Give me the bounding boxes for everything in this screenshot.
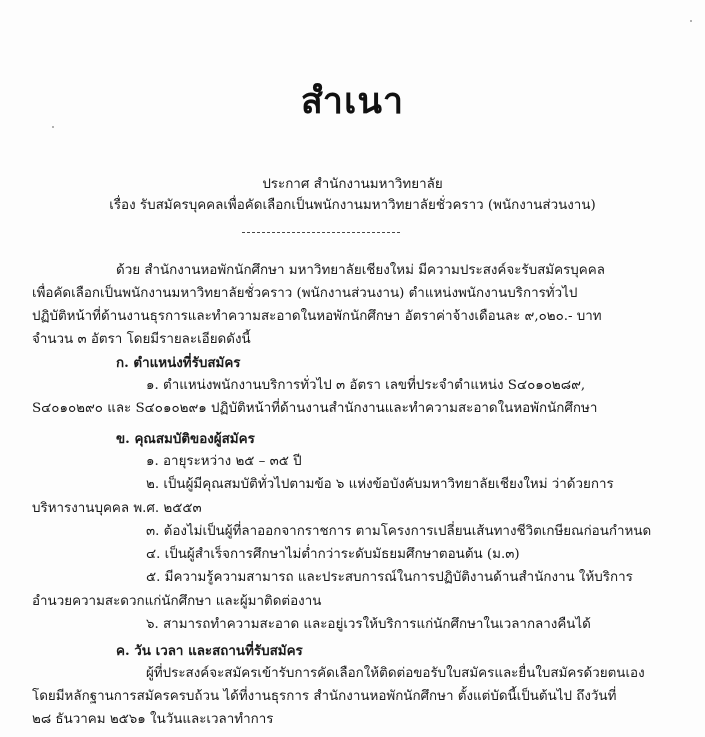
section-c-line-3: ๒๘ ธันวาคม ๒๕๖๑ ในวันและเวลาทำการ (32, 712, 274, 727)
section-b-item-1: ๑. อายุระหว่าง ๒๕ – ๓๕ ปี (146, 454, 302, 469)
section-b-item-5-line-2: อำนวยความสะดวกแก่นักศึกษา และผู้มาติดต่องาน (32, 594, 322, 609)
section-b-item-6: ๖. สามารถทำความสะอาด และอยู่เวรให้บริการแก่นักศึกษาในเวลากลางคืนได้ (146, 617, 591, 632)
section-a-item-1-line-1: ๑. ตำแหน่งพนักงานบริการทั่วไป ๓ อัตรา เลขที่ประจำตำแหน่ง S๔๐๑๐๒๘๙, (146, 378, 586, 393)
copy-stamp-title: สำเนา (300, 81, 405, 122)
section-c-line-2: โดยมีหลักฐานการสมัครครบถ้วน ได้ที่งานธุรการ สำนักงานหอพักนักศึกษา ตั้งแต่บัดนี้เป็นต้นไป ถึงวันที่ (32, 689, 617, 704)
scan-speck (690, 20, 692, 22)
scan-speck (52, 126, 54, 128)
section-b-item-3: ๓. ต้องไม่เป็นผู้ที่ลาออกจากราชการ ตามโครงการเปลี่ยนเส้นทางชีวิตเกษียณก่อนกำหนด (146, 524, 652, 539)
section-b-heading: ข. คุณสมบัติของผู้สมัคร (116, 431, 255, 447)
section-b-item-5-line-1: ๕. มีความรู้ความสามารถ และประสบการณ์ในการปฏิบัติงานด้านสำนักงาน ให้บริการ (146, 570, 633, 585)
section-b-item-4: ๔. เป็นผู้สำเร็จการศึกษาไม่ต่ำกว่าระดับมัธยมศึกษาตอนต้น (ม.๓) (146, 547, 520, 562)
section-b-item-2-line-2: บริหารงานบุคคล พ.ศ. ๒๕๕๓ (32, 501, 202, 516)
section-a-heading: ก. ตำแหน่งที่รับสมัคร (116, 355, 241, 371)
section-a-item-1-line-2: S๔๐๑๐๒๙๐ และ S๔๐๑๐๒๙๑ ปฏิบัติหน้าที่ด้านงานสำนักงานและทำความสะอาดในหอพักนักศึกษา (32, 401, 598, 416)
section-c-heading: ค. วัน เวลา และสถานที่รับสมัคร (116, 643, 303, 659)
section-b-item-2-line-1: ๒. เป็นผู้มีคุณสมบัติทั่วไปตามข้อ ๖ แห่งข้อบังคับมหาวิทยาลัยเชียงใหม่ ว่าด้วยการ (146, 477, 614, 492)
intro-line-1: ด้วย สำนักงานหอพักนักศึกษา มหาวิทยาลัยเชียงใหม่ มีความประสงค์จะรับสมัครบุคคล (116, 263, 605, 278)
intro-line-4: จำนวน ๓ อัตรา โดยมีรายละเอียดดังนี้ (32, 332, 251, 347)
announcement-issuer: ประกาศ สำนักงานมหาวิทยาลัย (262, 177, 443, 192)
header-divider (242, 232, 400, 233)
intro-line-2: เพื่อคัดเลือกเป็นพนักงานมหาวิทยาลัยชั่วคราว (พนักงานส่วนงาน) ตำแหน่งพนักงานบริการทั่วไป (32, 286, 578, 301)
announcement-subject: เรื่อง รับสมัครบุคคลเพื่อคัดเลือกเป็นพนักงานมหาวิทยาลัยชั่วคราว (พนักงานส่วนงาน) (109, 198, 596, 213)
section-c-line-1: ผู้ที่ประสงค์จะสมัครเข้ารับการคัดเลือกให้ติดต่อขอรับใบสมัครและยื่นใบสมัครด้วยตนเอง (146, 666, 645, 681)
intro-line-3: ปฏิบัติหน้าที่ด้านงานธุรการและทำความสะอาดในหอพักนักศึกษา อัตราค่าจ้างเดือนละ ๙,๐๒๐.- บาท (32, 309, 602, 324)
